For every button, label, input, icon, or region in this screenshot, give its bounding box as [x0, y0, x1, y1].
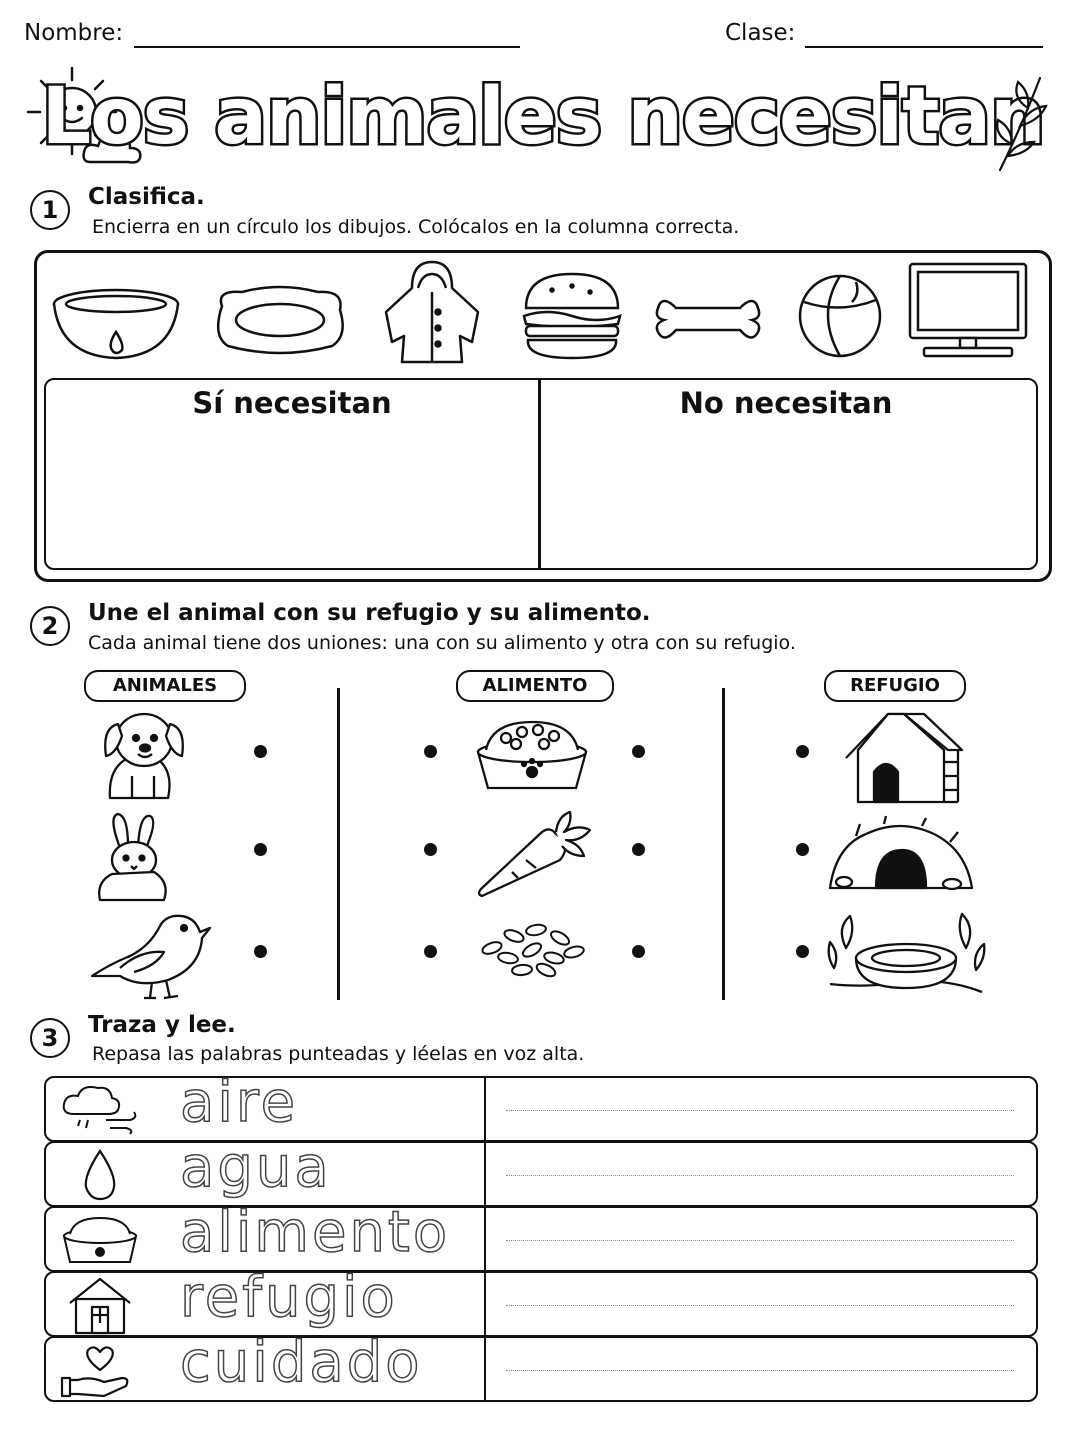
trace-row	[44, 1265, 1038, 1337]
dot-food-right-1[interactable]	[632, 745, 645, 758]
page-title: Los animales necesitan	[41, 72, 1045, 162]
match-divider-1	[337, 688, 340, 1000]
seeds-icon	[478, 918, 588, 978]
pet-bed-icon[interactable]	[212, 286, 348, 358]
doghouse-icon	[844, 710, 964, 804]
dot-food-left-2[interactable]	[424, 843, 437, 856]
dog-icon	[98, 706, 190, 804]
dot-bird[interactable]	[254, 945, 267, 958]
ball-icon[interactable]	[796, 274, 886, 358]
trace-row	[44, 1070, 1038, 1142]
name-label: Nombre:	[24, 20, 124, 46]
column-no-header: No necesitan	[679, 386, 893, 420]
section2-number: 2	[30, 606, 70, 646]
dot-food-left-1[interactable]	[424, 745, 437, 758]
pet-food-bowl-icon	[472, 718, 592, 792]
nest-icon	[826, 908, 986, 1002]
trace-word-cuidado: cuidado	[180, 1330, 423, 1395]
row-divider	[484, 1338, 486, 1400]
trace-word-aire: aire	[180, 1070, 299, 1135]
rabbit-icon	[94, 812, 174, 906]
water-drop-icon	[60, 1149, 140, 1199]
row-divider	[484, 1273, 486, 1335]
write-line-refugio[interactable]	[506, 1305, 1014, 1306]
trace-word-agua: agua	[180, 1135, 332, 1200]
dot-shelter-2[interactable]	[796, 843, 809, 856]
row-divider	[484, 1208, 486, 1270]
dot-food-right-3[interactable]	[632, 945, 645, 958]
section3-number: 3	[30, 1018, 70, 1058]
yes-drop-area[interactable]	[50, 430, 534, 560]
bone-icon[interactable]	[654, 292, 764, 344]
food-column-label: ALIMENTO	[456, 670, 614, 702]
leaf-branch-icon	[990, 70, 1060, 180]
section3-heading: Traza y lee.	[88, 1012, 236, 1038]
house-icon	[60, 1279, 140, 1329]
write-line-cuidado[interactable]	[506, 1370, 1014, 1371]
section1-heading: Clasifica.	[88, 184, 205, 210]
food-bowl-icon	[60, 1214, 140, 1264]
wind-cloud-icon	[60, 1084, 140, 1134]
dot-dog[interactable]	[254, 745, 267, 758]
dot-food-right-2[interactable]	[632, 843, 645, 856]
monitor-icon[interactable]	[908, 262, 1030, 360]
section1-instruction: Encierra en un círculo los dibujos. Colócalos en la columna correcta.	[92, 216, 740, 238]
heart-hand-icon	[60, 1344, 140, 1394]
water-bowl-icon[interactable]	[52, 282, 182, 362]
section2-instruction: Cada animal tiene dos uniones: una con su alimento y otra con su refugio.	[88, 632, 796, 654]
trace-row	[44, 1330, 1038, 1402]
trace-word-alimento: alimento	[180, 1200, 451, 1265]
match-divider-2	[722, 688, 725, 1000]
section2-heading: Une el animal con su refugio y su alimento.	[88, 600, 651, 626]
dot-rabbit[interactable]	[254, 843, 267, 856]
class-label: Clase:	[725, 20, 796, 46]
trace-row	[44, 1135, 1038, 1207]
shelter-column-label: REFUGIO	[824, 670, 966, 702]
hamburger-icon[interactable]	[522, 272, 622, 360]
no-drop-area[interactable]	[544, 430, 1028, 560]
name-field[interactable]	[134, 46, 520, 48]
burrow-icon	[826, 816, 976, 894]
raincoat-icon[interactable]	[382, 262, 482, 366]
section3-instruction: Repasa las palabras punteadas y léelas en voz alta.	[92, 1043, 585, 1065]
write-line-aire[interactable]	[506, 1110, 1014, 1111]
write-line-agua[interactable]	[506, 1175, 1014, 1176]
trace-word-refugio: refugio	[180, 1265, 398, 1330]
dot-shelter-1[interactable]	[796, 745, 809, 758]
animals-column-label: ANIMALES	[84, 670, 246, 702]
carrot-icon	[476, 810, 596, 900]
row-divider	[484, 1078, 486, 1140]
dot-food-left-3[interactable]	[424, 945, 437, 958]
row-divider	[484, 1143, 486, 1205]
section1-number: 1	[30, 190, 70, 230]
write-line-alimento[interactable]	[506, 1240, 1014, 1241]
trace-row	[44, 1200, 1038, 1272]
dot-shelter-3[interactable]	[796, 945, 809, 958]
class-field[interactable]	[805, 46, 1043, 48]
column-yes-header: Sí necesitan	[192, 386, 392, 420]
bird-icon	[90, 906, 214, 1002]
